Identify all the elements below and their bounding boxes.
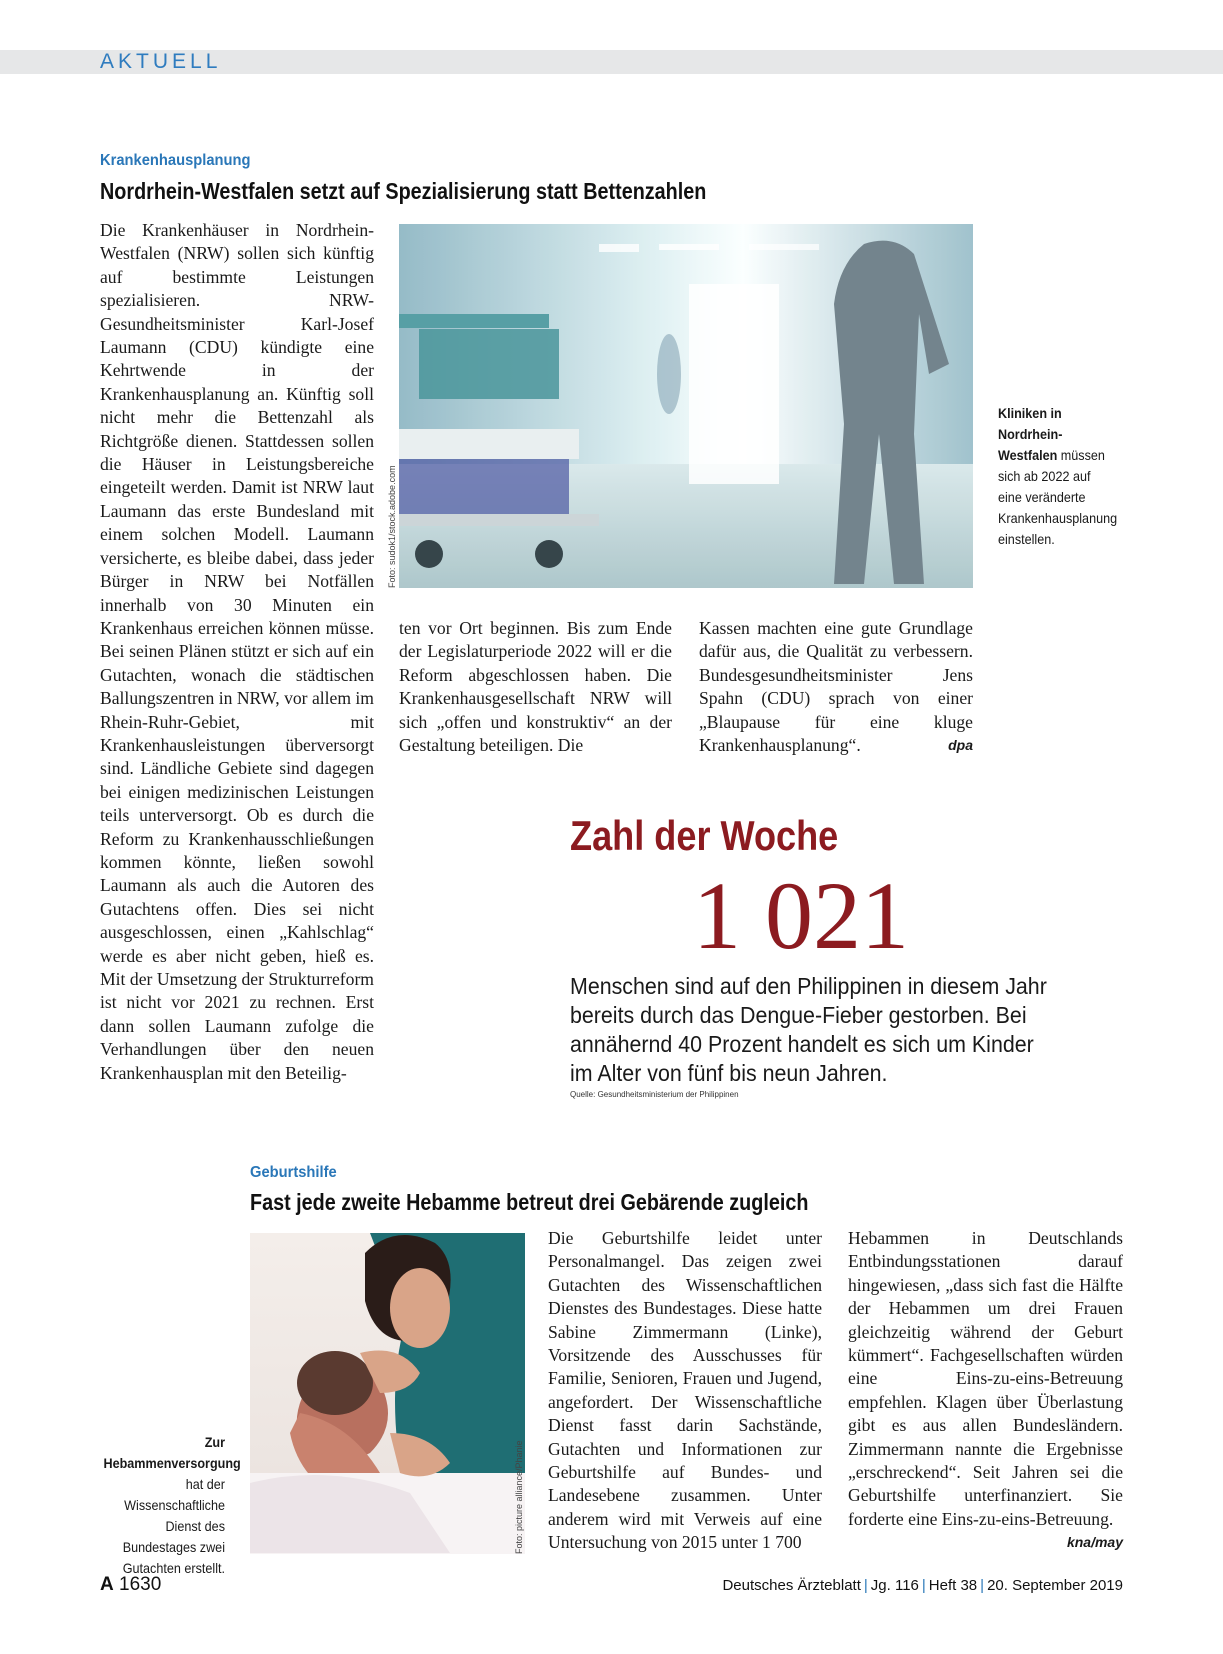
article2-column-2 xyxy=(848,1227,1123,1555)
page-prefix: A xyxy=(100,1574,114,1595)
number-of-week-text: Menschen sind auf den Philippinen in diesem Jahr bereits durch das Dengue-Fieber gestorben. Bei annähernd 40 Prozent handelt es sich um Kinder im Alter von fünf bis neun Jahren. xyxy=(570,973,1047,1086)
article1-headline: Nordrhein-Westfalen setzt auf Spezialisierung statt Bettenzahlen xyxy=(100,178,707,204)
article1-photo-credit: Foto: sudok1/stock.adobe.com xyxy=(387,465,397,588)
journal-name: Deutsches Ärzteblatt xyxy=(722,1577,861,1594)
article1-agency: dpa xyxy=(948,737,973,754)
article1-kicker: Krankenhausplanung xyxy=(100,152,251,169)
journal-issue: Heft 38 xyxy=(928,1577,978,1594)
journal-volume: Jg. 116 xyxy=(870,1577,919,1594)
article1-caption-text: müssen sich ab 2022 auf eine veränderte Krankenhausplanung einstellen. xyxy=(998,447,1118,547)
journal-info: Deutsches Ärzteblatt | Jg. 116 | Heft 38 | 20. September 2019 xyxy=(722,1577,1123,1594)
article1-caption-bold: Kliniken in Nordrhein-Westfalen xyxy=(998,405,1063,463)
article1-column-2 xyxy=(399,617,672,757)
article1-column-3 xyxy=(699,617,973,757)
article2-caption xyxy=(103,1432,241,1579)
article2-headline: Fast jede zweite Hebamme betreut drei Gebärende zugleich xyxy=(250,1189,809,1215)
midwife-newborn-illustration xyxy=(250,1233,525,1554)
article2-kicker: Geburtshilfe xyxy=(250,1164,337,1181)
journal-date: 20. September 2019 xyxy=(987,1577,1123,1594)
article2-column-1 xyxy=(548,1227,822,1555)
article2-agency: kna/may xyxy=(1066,1534,1123,1551)
article2-caption-bold: Zur Hebammenversorgung xyxy=(103,1434,241,1471)
article2-col1-text: Die Geburtshilfe leidet unter Personalmangel. Das zeigen zwei Gutachten des Wissenschaftlichen Dienstes des Bundestages. Diese hatte Sabine Zimmermann (Linke), Vorsitzende des Ausschusses für Familie, Senioren, Frauen und Jugend, angefordert. Der Wissenschaftliche Dienst fasst darin Sachstände, Gutachten und Informationen zur Geburtshilfe auf Bundes- und Landesebene zusammen. Unter anderem wird mit Verweis auf eine Untersuchung von 2015 unter 1 700 xyxy=(548,1228,822,1553)
article1-col1-text: Die Krankenhäuser in Nordrhein-Westfalen (NRW) sollen sich künftig auf bestimmte Leistungen spezialisieren. NRW-Gesundheitsminister Karl-Josef Laumann (CDU) kündigte eine Kehrtwende in der Krankenhausplanung an. Künftig soll nicht mehr die Bettenzahl als Richtgröße dienen. Stattdessen sollen die Häuser in Leistungsbereiche eingeteilt werden. Damit ist NRW laut Laumann das erste Bundesland mit einem solchen Modell. Laumann versicherte, es bleibe dabei, dass jeder Bürger in NRW bei Notfällen innerhalb von 30 Minuten ein Krankenhaus erreichen können müsse. Bei seinen Plänen stützt er sich auf ein Gutachten, wonach die städtischen Ballungszentren in NRW, vor allem im Rhein-Ruhr-Gebiet, mit Krankenhausleistungen überversorgt sind. Ländliche Gebiete sind dagegen bei einigen medizinischen Leistungen teils unterversorgt. Ob es durch die Reform zu Krankenhausschließungen kommen könnte, ließen sowohl Laumann als auch die Autoren des Gutachtens offen. Dies sei nicht ausgeschlossen, einen „Kahlschlag“ werde es aber nicht geben, hieß es. Mit der Umsetzung der Strukturreform ist nicht vor 2021 zu rechnen. Erst dann sollen Laumann zufolge die Verhandlungen über den neuen Krankenhausplan mit den Beteilig- xyxy=(100,220,374,1083)
hospital-corridor-photo xyxy=(399,224,973,588)
article2-col2-text: Hebammen in Deutschlands Entbindungsstationen darauf hingewiesen, „dass sich fast die Hälfte der Hebammen um drei Frauen gleichzeitig während der Geburt kümmert“. Fachgesellschaften würden eine Eins-zu-eins-Betreuung empfehlen. Klagen über Überlastung gibt es aus allen Bundesländern. Zimmermann nannte die Ergebnisse „erschreckend“. Seit Jahren sei die Geburtshilfe unterfinanziert. Sie forderte eine Eins-zu-eins-Betreuung. xyxy=(848,1228,1123,1529)
article1-caption xyxy=(998,403,1118,550)
article1-column-1 xyxy=(100,219,374,1085)
number-of-week-source: Quelle: Gesundheitsministerium der Philippinen xyxy=(570,1090,739,1099)
number-of-week-title: Zahl der Woche xyxy=(570,812,839,859)
midwife-newborn-photo xyxy=(250,1233,525,1554)
article2-photo-credit: Foto: picture alliance/Phanie xyxy=(514,1440,524,1554)
article1-col2-text: ten vor Ort beginnen. Bis zum Ende der Legislaturperiode 2022 will er die Reform abgeschlossen haben. Die Krankenhausgesellschaft NRW will sich „offen und konstruktiv“ an der Gestaltung beteiligen. Die xyxy=(399,618,672,756)
page-number-value: 1630 xyxy=(119,1574,162,1595)
hospital-corridor-illustration xyxy=(399,224,973,588)
section-label: AKTUELL xyxy=(100,50,222,73)
article2-caption-text: hat der Wissenschaftliche Dienst des Bundestages zwei Gutachten erstellt. xyxy=(122,1476,225,1576)
page-number xyxy=(100,1574,161,1596)
number-of-week-value: 1 021 xyxy=(693,862,909,969)
article1-col3-text: Kassen machten eine gute Grundlage dafür aus, die Qualität zu verbessern. Bundesgesundheitsminister Jens Spahn (CDU) sprach von einer „Blaupause für eine kluge Krankenhausplanung“. xyxy=(699,618,973,756)
